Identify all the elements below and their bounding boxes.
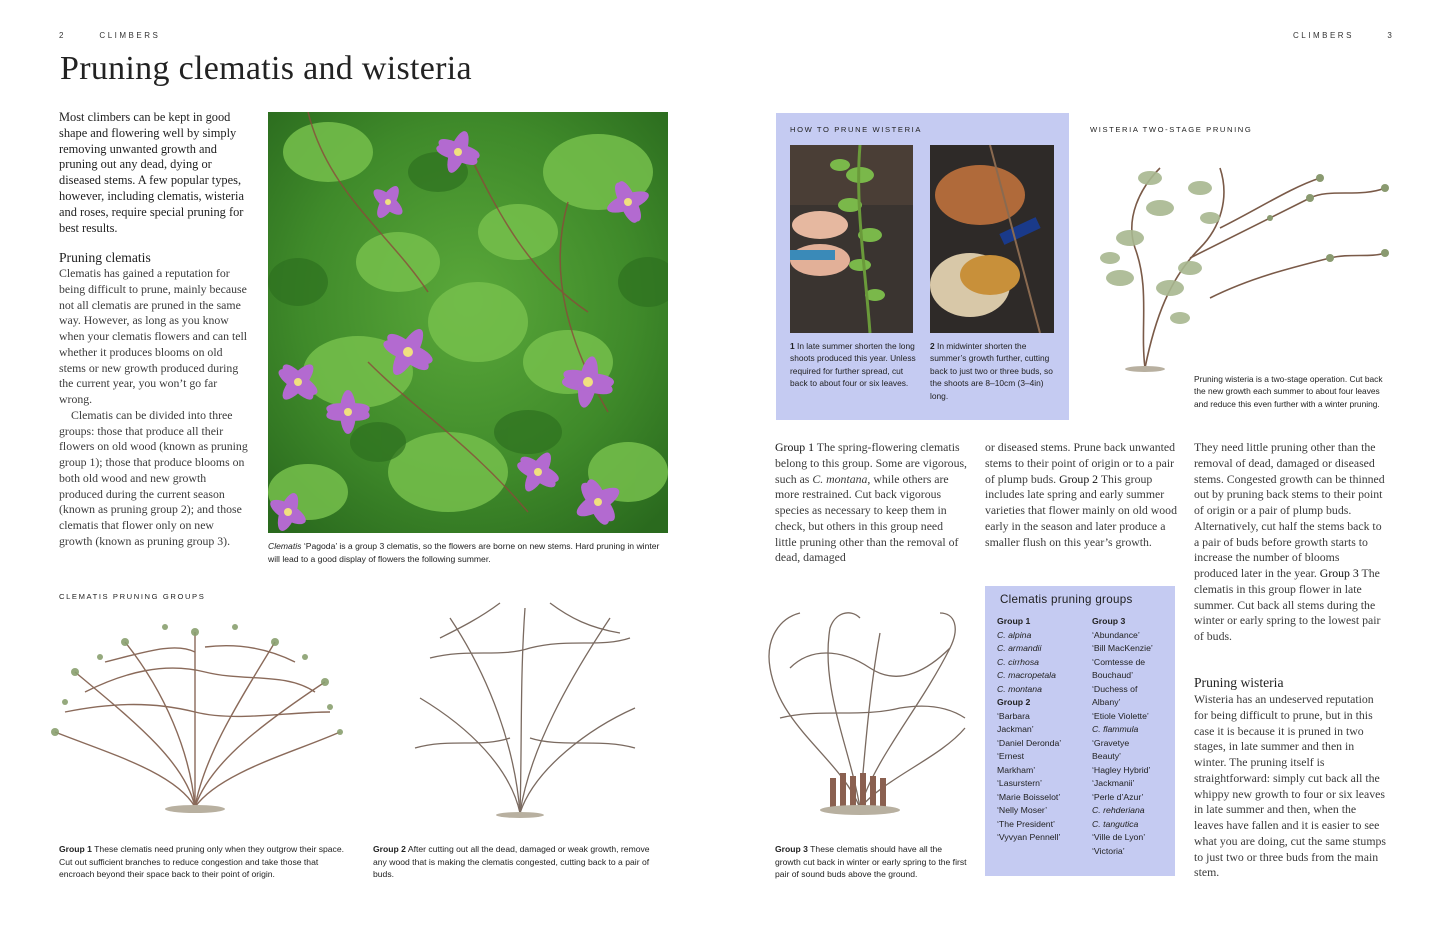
- step1-photo-svg: [790, 145, 913, 333]
- col1-text-a: The spring-flowering clematis belong to this group. Some are vigorous, such as: [775, 440, 968, 486]
- groups-list-item: ‘Daniel Deronda’: [997, 737, 1062, 748]
- groups-list-item: ‘Victoria’: [1092, 845, 1125, 856]
- step2-photo-svg: [930, 145, 1054, 333]
- section-heading-clematis: Pruning clematis: [59, 250, 151, 265]
- groups-list-item: ‘Duchess of: [1092, 683, 1138, 694]
- twostage-caption: Pruning wisteria is a two-stage operation. Cut back the new growth each summer to about four leaves and reduce this even further with a winter pruning.: [1194, 374, 1383, 409]
- groups-list-item: ‘Lasurstern’: [997, 778, 1042, 788]
- groups-list-item: C. cirrhosa: [997, 656, 1039, 667]
- groups-box-title: Clematis pruning groups: [1000, 593, 1133, 606]
- groups-list-item: C. montana: [997, 683, 1042, 694]
- groups-list-item: C. alpina: [997, 629, 1032, 640]
- groups-list-item: C. tangutica: [1092, 818, 1139, 829]
- groups-list-item: Group 3: [1092, 616, 1126, 626]
- caption-text: ‘Pagoda’ is a group 3 clematis, so the flowers are borne on new stems. Hard pruning in winter will lead to a good display of flowers the following summer.: [268, 541, 660, 564]
- wisteria-illustration: [1090, 148, 1390, 373]
- groups-list-item: Group 2: [997, 697, 1031, 707]
- groups-list-item: C. flammula: [1092, 724, 1139, 734]
- groups-list-item: Bouchaud’: [1092, 670, 1134, 680]
- clematis-body: [59, 266, 249, 550]
- intro-text: Most climbers can be kept in good shape and flowering well by simply removing unwanted growth and pruning out any dead, dying or diseased stems. A few popular types, however, including clematis, wisteria and roses, require special pruning for best results.: [59, 110, 244, 235]
- groups-list-item: ‘Perle d’Azur’: [1092, 791, 1144, 802]
- clematis-para-1: Clematis has gained a reputation for being difficult to prune, mainly because not all clematis are pruned in the same way. However, as long as you know when your clematis flowers and can tell whether it produces blooms on old stems or new growth produced during the current year, you won’t go far wrong.: [59, 266, 248, 406]
- groups-list-item: C. macropetala: [997, 670, 1056, 680]
- group3-caption-bold: Group 3: [775, 844, 808, 854]
- group3-illustration: [760, 608, 970, 818]
- col3-heading: Group 3: [1319, 566, 1359, 580]
- group1-svg: [45, 612, 345, 817]
- group2-illustration: [410, 598, 640, 818]
- clematis-groups-box: [985, 586, 1175, 876]
- groups-list-item: ‘The President’: [997, 818, 1055, 829]
- groups-list-item: ‘Etiole Violette’: [1092, 710, 1149, 721]
- groups-column-b: [1092, 615, 1153, 858]
- groups-list-item: ‘Hagley Hybrid’: [1092, 764, 1151, 775]
- col2-text-a: or diseased stems. Prune back unwanted stems to their point of origin or to a pair of plump buds.: [985, 440, 1176, 486]
- col1-italic: C. montana: [812, 471, 868, 486]
- group1-illustration: [45, 612, 345, 817]
- folio-left: [59, 31, 160, 40]
- groups-list-item: C. armandii: [997, 643, 1042, 653]
- col1-text: [775, 440, 967, 566]
- groups-list-item: ‘Marie Boisselot’: [997, 791, 1061, 802]
- group1-caption-bold: Group 1: [59, 844, 92, 854]
- group3-caption: [775, 843, 970, 881]
- clematis-para-2: Clematis can be divided into three groups: those that produce all their flowers on old wood (known as pruning group 1); those that produce blooms on both old wood and new growth produced during the current season (known as pruning group 2); and those clematis that flower only on new growth (known as pruning group 3).: [59, 407, 248, 548]
- step1-photo: [790, 145, 913, 333]
- group2-caption-text: After cutting out all the dead, damaged or weak growth, remove any wood that is making the clematis congested, cutting back to a pair of buds.: [373, 844, 650, 880]
- group1-caption-text: These clematis need pruning only when they outgrow their space. Cut out sufficient branches to reduce congestion and take those that encroach beyond their space back to their point of origin.: [59, 844, 345, 880]
- running-head: CLIMBERS: [99, 31, 161, 40]
- group2-caption-bold: Group 2: [373, 844, 406, 854]
- caption-italic: Clematis: [268, 541, 302, 551]
- group3-caption-text: These clematis should have all the growth cut back in winter or early spring to the first pair of sound buds above the ground.: [775, 844, 967, 880]
- groups-list-item: ‘Jackmanii’: [1092, 778, 1135, 788]
- page-number: 2: [59, 31, 66, 40]
- groups-list-item: ‘Abundance’: [1092, 629, 1140, 640]
- step2-caption: [930, 340, 1056, 402]
- groups-list-item: Jackman’: [997, 724, 1034, 734]
- step2-number: 2: [930, 341, 935, 351]
- col2-text-b: This group includes late spring and early summer varieties that flower mainly on old wood early in the season and later produce a smaller flush on this year’s growth.: [985, 471, 1177, 549]
- howto-label: HOW TO PRUNE WISTERIA: [790, 125, 923, 134]
- groups-list-item: ‘Barbara: [997, 710, 1030, 721]
- wisteria-body: Wisteria has an undeserved reputation for being difficult to prune, but in this case it is because it is pruned in two stages, in late summer and then in winter. The pruning itself is straightforward: simply cut back all the whippy new growth to four or six leaves in late summer and then, when the leaves have fallen and it is easier to see what you are doing, cut the same stumps to just two or three buds from the main stem.: [1194, 692, 1386, 880]
- step2-photo: [930, 145, 1054, 333]
- folio-right: [1293, 31, 1394, 40]
- clematis-photo-svg: [268, 112, 668, 533]
- clematis-pagoda-photo: [268, 112, 668, 533]
- diagram-label-clematis-groups: CLEMATIS PRUNING GROUPS: [59, 592, 206, 601]
- photo-caption: [268, 540, 668, 565]
- col1-text-b: , while others are more restrained. Cut back vigorous species as necessary to keep them in check, but others in this group need little pruning other than the removal of dead, damaged: [775, 471, 959, 565]
- groups-list-item: Group 1: [997, 616, 1031, 626]
- groups-list-item: ‘Vyvyan Pennell’: [997, 832, 1061, 842]
- running-head-right: CLIMBERS: [1293, 31, 1354, 40]
- howto-wisteria-box: [776, 113, 1069, 420]
- step1-number: 1: [790, 341, 795, 351]
- groups-list-item: Markham’: [997, 764, 1036, 775]
- col3-text-b: The clematis in this group flower in late summer. Cut back all stems during the winter or early spring to the lowest pair of buds.: [1194, 566, 1381, 643]
- col3-text: [1194, 440, 1386, 645]
- group1-caption: [59, 843, 351, 881]
- groups-list-item: C. rehderiana: [1092, 805, 1145, 815]
- col2-text: [985, 440, 1177, 550]
- twostage-label: WISTERIA TWO-STAGE PRUNING: [1090, 125, 1253, 134]
- col3-text-a: They need little pruning other than the removal of dead, damaged or diseased stems. Congested growth can be thinned out by pruning back stems to their point of origin or a pair of plump buds. Alternatively, cut half the stems back to a pair of buds before growth starts to increase the number of blooms produced later in the year.: [1194, 440, 1385, 580]
- groups-list-item: ‘Ville de Lyon’: [1092, 832, 1146, 842]
- group3-svg: [760, 608, 970, 818]
- group2-svg: [410, 598, 640, 818]
- groups-list-item: ‘Comtesse de: [1092, 656, 1146, 667]
- col2-heading: Group 2: [1059, 471, 1099, 486]
- group2-caption: [373, 843, 653, 881]
- groups-list-item: Albany’: [1092, 697, 1121, 707]
- groups-column-a: [997, 615, 1061, 845]
- col1-heading: Group 1: [775, 440, 814, 454]
- step1-text: In late summer shorten the long shoots produced this year. Unless required for further spread, cut back to about four or six leaves.: [790, 341, 916, 389]
- groups-list-item: ‘Gravetye: [1092, 737, 1130, 748]
- wisteria-svg: [1090, 148, 1390, 373]
- page-number-right: 3: [1387, 31, 1395, 40]
- groups-list-item: ‘Nelly Moser’: [997, 805, 1048, 815]
- step2-text: In midwinter shorten the summer’s growth further, cutting back to just two or three buds, so the shoots are 8–10cm (3–4in) long.: [930, 341, 1053, 401]
- step1-caption: [790, 340, 916, 390]
- groups-list-item: Beauty’: [1092, 751, 1121, 761]
- page-title: Pruning clematis and wisteria: [60, 50, 472, 87]
- section-heading-wisteria: Pruning wisteria: [1194, 675, 1284, 690]
- groups-list-item: ‘Bill MacKenzie’: [1092, 643, 1153, 653]
- groups-list-item: ‘Ernest: [997, 751, 1025, 761]
